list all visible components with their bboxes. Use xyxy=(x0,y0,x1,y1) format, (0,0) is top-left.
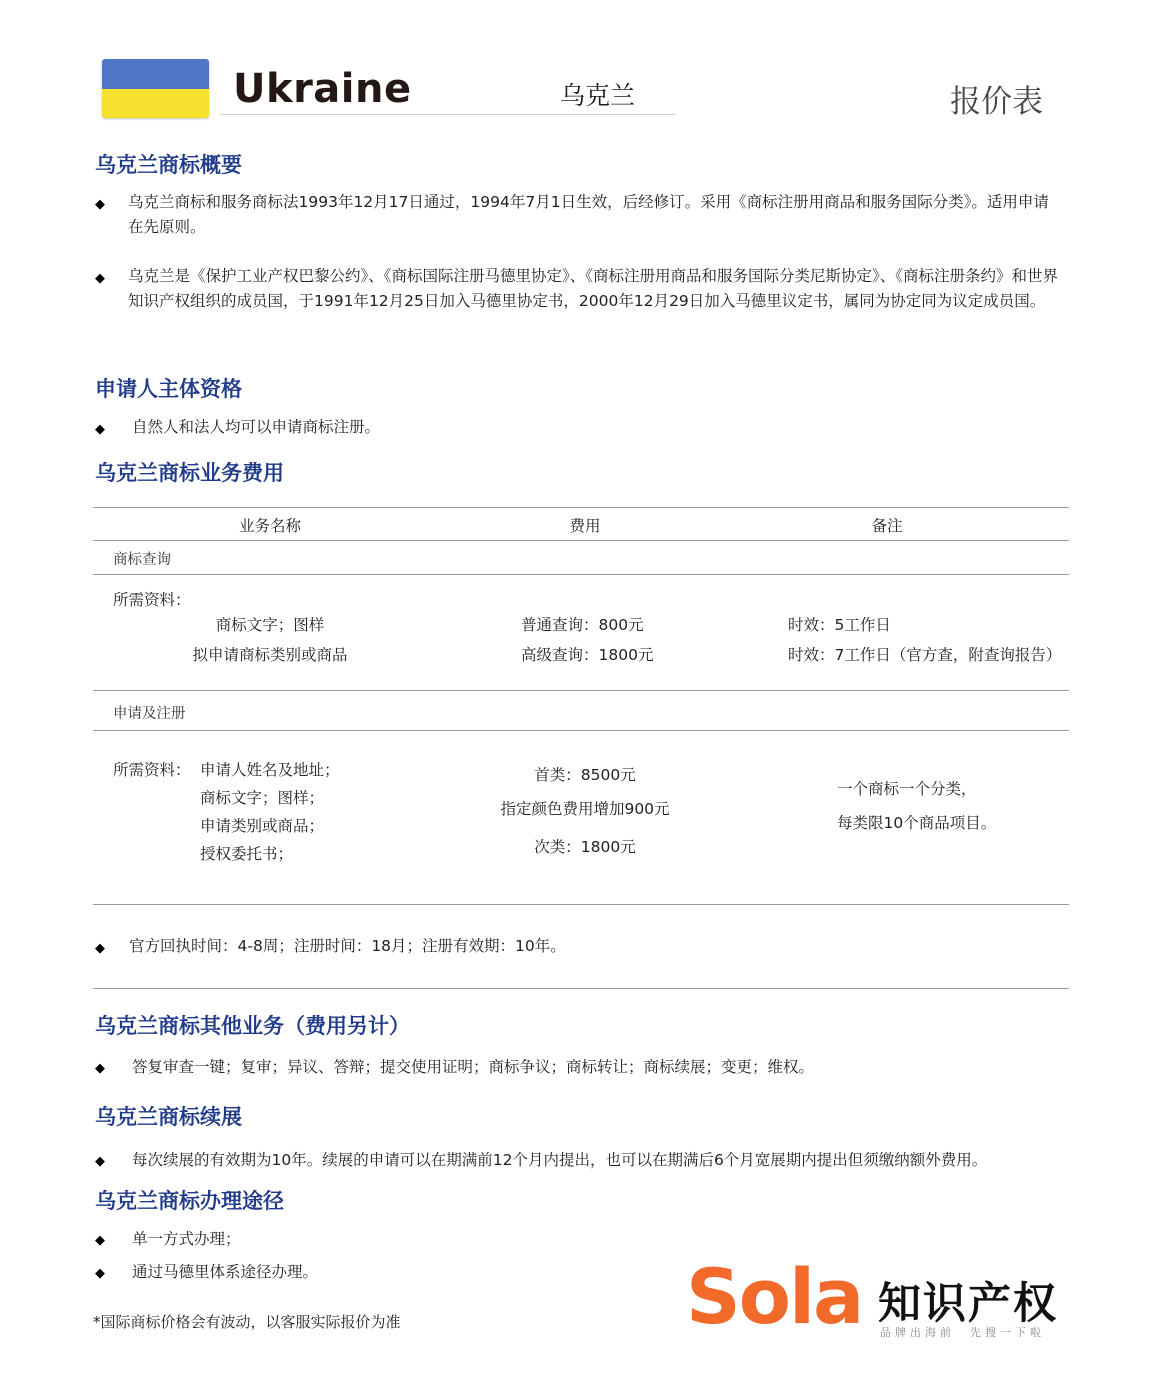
channels-item-2: 通过马德里体系途径办理。 xyxy=(132,1263,319,1281)
bullet-icon: ◆ xyxy=(95,422,105,437)
fees-heading: 乌克兰商标业务费用 xyxy=(95,461,284,485)
price-footnote: *国际商标价格会有波动，以客服实际报价为准 xyxy=(93,1313,401,1331)
other-services-heading: 乌克兰商标其他业务（费用另计） xyxy=(95,1014,410,1038)
overview-item-2: 乌克兰是《保护工业产权巴黎公约》、《商标国际注册马德里协定》、《商标注册用商品和服务国际分类尼斯协定》、《商标注册条约》和世界知识产权组织的成员国，于1991年12月25日加入马德里协定书，2000年12月29日加入马德里议定书，属同为协定同为议定成员国。 xyxy=(128,267,1059,310)
table-rule xyxy=(93,730,1069,731)
table-rule xyxy=(93,574,1069,575)
channels-heading: 乌克兰商标办理途径 xyxy=(95,1189,284,1213)
bullet-icon: ◆ xyxy=(95,271,105,286)
table-bottom-rule xyxy=(93,904,1069,905)
section-divider xyxy=(93,988,1069,989)
table-rule xyxy=(93,690,1069,691)
bullet-icon: ◆ xyxy=(95,1154,105,1169)
search-material-2: 拟申请商标类别或商品 xyxy=(192,646,348,664)
flag-blue-stripe xyxy=(102,59,209,89)
search-section-label: 商标查询 xyxy=(113,552,171,568)
registration-note-2: 每类限10个商品项目。 xyxy=(837,814,997,832)
other-services-item-1: 答复审查一键；复审；异议、答辩；提交使用证明；商标争议；商标转让；商标续展；变更；维权。 xyxy=(132,1058,815,1076)
country-name-en: Ukraine xyxy=(233,66,412,112)
renewal-heading: 乌克兰商标续展 xyxy=(95,1105,242,1129)
eligibility-item-1: 自然人和法人均可以申请商标注册。 xyxy=(132,418,381,436)
title-underline xyxy=(220,114,675,115)
logo-tagline: 品牌出海前 先搜一下啦 xyxy=(880,1326,1045,1339)
search-note-advanced: 时效：7工作日（官方查，附查询报告） xyxy=(788,646,1062,664)
overview-item-1: 乌克兰商标和服务商标法1993年12月17日通过，1994年7月1日生效，后经修订。采用《商标注册用商品和服务国际分类》。适用申请在先原则。 xyxy=(128,193,1049,236)
column-header-notes: 备注 xyxy=(871,517,903,535)
bullet-icon: ◆ xyxy=(95,1061,105,1076)
bullet-icon: ◆ xyxy=(95,1233,105,1248)
registration-material-3: 申请类别或商品； xyxy=(200,817,325,835)
ukraine-flag-icon xyxy=(102,59,209,118)
overview-heading: 乌克兰商标概要 xyxy=(95,153,242,177)
registration-material-4: 授权委托书； xyxy=(200,845,294,863)
eligibility-heading: 申请人主体资格 xyxy=(95,377,242,401)
bullet-icon: ◆ xyxy=(95,197,105,212)
country-name-cn: 乌克兰 xyxy=(560,81,636,110)
registration-fee-additional-class: 次类：1800元 xyxy=(534,838,636,856)
bullet-icon: ◆ xyxy=(95,1266,105,1281)
table-header-rule xyxy=(93,540,1069,541)
search-note-standard: 时效：5工作日 xyxy=(788,616,891,634)
search-fee-advanced: 高级查询：1800元 xyxy=(521,646,654,664)
table-top-rule xyxy=(93,507,1069,508)
bullet-icon: ◆ xyxy=(95,941,105,956)
registration-material-2: 商标文字；图样； xyxy=(200,789,325,807)
search-material-1: 商标文字；图样 xyxy=(215,616,325,634)
flag-yellow-stripe xyxy=(102,89,209,119)
registration-note-1: 一个商标一个分类， xyxy=(837,780,977,798)
column-header-fee: 费用 xyxy=(569,517,601,535)
registration-materials-label: 所需资料： xyxy=(113,761,191,779)
registration-fee-first-class: 首类：8500元 xyxy=(534,766,636,784)
fees-timeline: 官方回执时间：4-8周；注册时间：18月；注册有效期：10年。 xyxy=(129,937,566,955)
column-header-service: 业务名称 xyxy=(238,517,301,535)
search-fee-standard: 普通查询：800元 xyxy=(521,616,644,634)
sola-logo: Sola xyxy=(686,1252,863,1341)
document-title: 报价表 xyxy=(950,84,1043,120)
channels-item-1: 单一方式办理； xyxy=(132,1230,241,1248)
registration-fee-color: 指定颜色费用增加900元 xyxy=(500,800,670,818)
registration-material-1: 申请人姓名及地址； xyxy=(200,761,340,779)
renewal-item-1: 每次续展的有效期为10年。续展的申请可以在期满前12个月内提出，也可以在期满后6个月宽展期内提出但须缴纳额外费用。 xyxy=(132,1151,988,1169)
search-materials-label: 所需资料： xyxy=(113,591,191,609)
logo-brand-cn: 知识产权 xyxy=(878,1279,1058,1329)
registration-section-label: 申请及注册 xyxy=(113,706,186,722)
